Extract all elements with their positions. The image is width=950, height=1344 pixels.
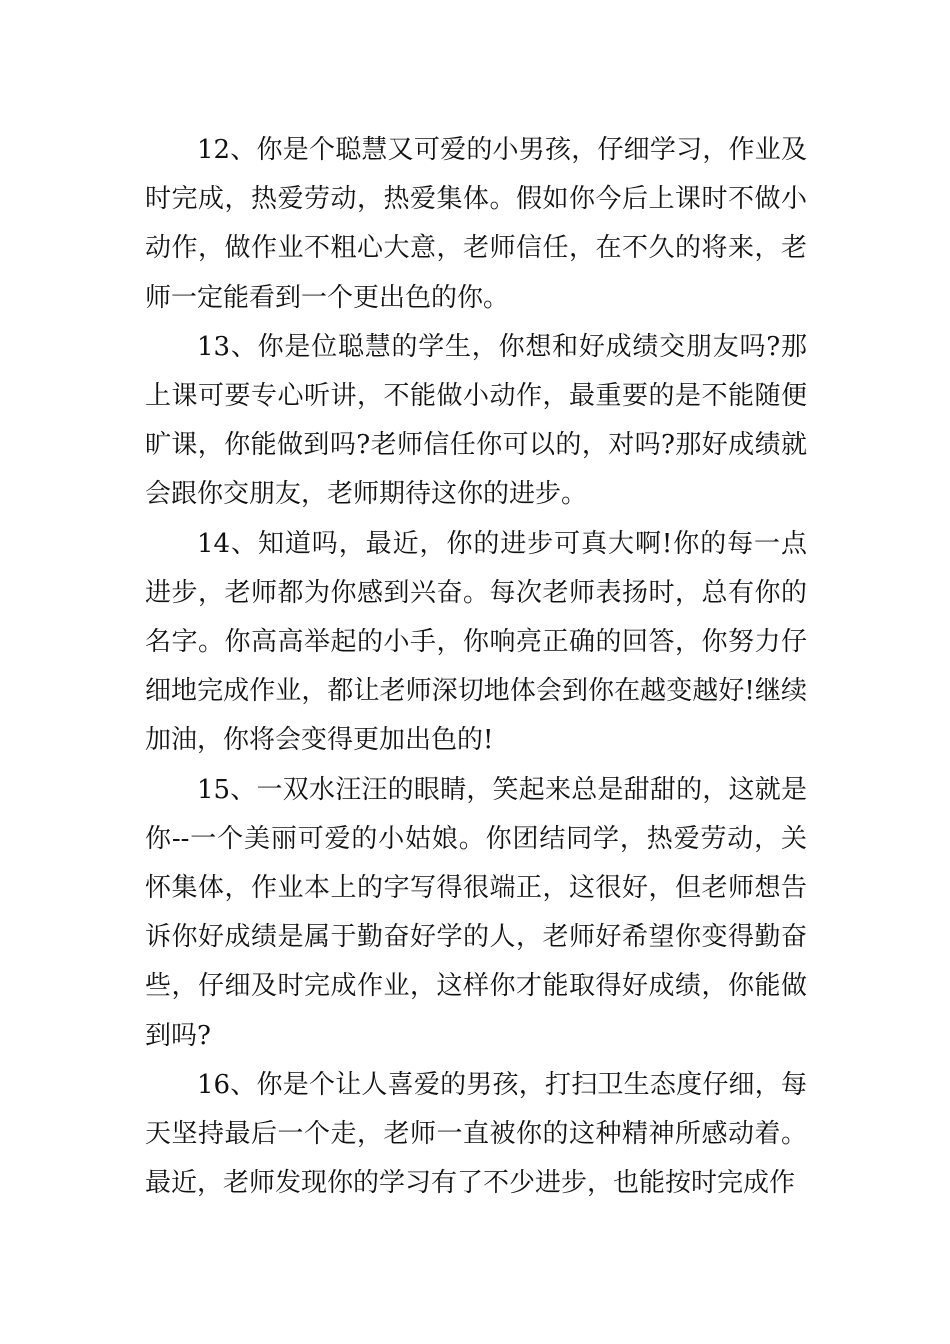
paragraph-12: 12、你是个聪慧又可爱的小男孩，仔细学习，作业及时完成，热爱劳动，热爱集体。假如你今后上课时不做小动作，做作业不粗心大意，老师信任，在不久的将来，老师一定能看到一个更出色的你。 [145, 135, 807, 313]
paragraph-14: 14、知道吗，最近，你的进步可真大啊!你的每一点进步，老师都为你感到兴奋。每次老师表扬时，总有你的名字。你高高举起的小手，你响亮正确的回答，你努力仔细地完成作业，都让老师深切地体会到你在越变越好!继续加油，你将会变得更加出色的! [145, 528, 807, 756]
paragraph-16: 16、你是个让人喜爱的男孩，打扫卫生态度仔细，每天坚持最后一个走，老师一直被你的这种精神所感动着。最近，老师发现你的学习有了不少进步，也能按时完成作 [145, 1069, 807, 1199]
paragraph-15: 15、一双水汪汪的眼睛，笑起来总是甜甜的，这就是你--一个美丽可爱的小姑娘。你团结同学，热爱劳动，关怀集体，作业本上的字写得很端正，这很好，但老师想告诉你好成绩是属于勤奋好学的人，老师好希望你变得勤奋些，仔细及时完成作业，这样你才能取得好成绩，你能做到吗? [145, 774, 807, 1051]
document-body [145, 126, 807, 1208]
paragraph-13: 13、你是位聪慧的学生，你想和好成绩交朋友吗?那上课可要专心听讲，不能做小动作，最重要的是不能随便旷课，你能做到吗?老师信任你可以的，对吗?那好成绩就会跟你交朋友，老师期待这你的进步。 [145, 331, 807, 510]
